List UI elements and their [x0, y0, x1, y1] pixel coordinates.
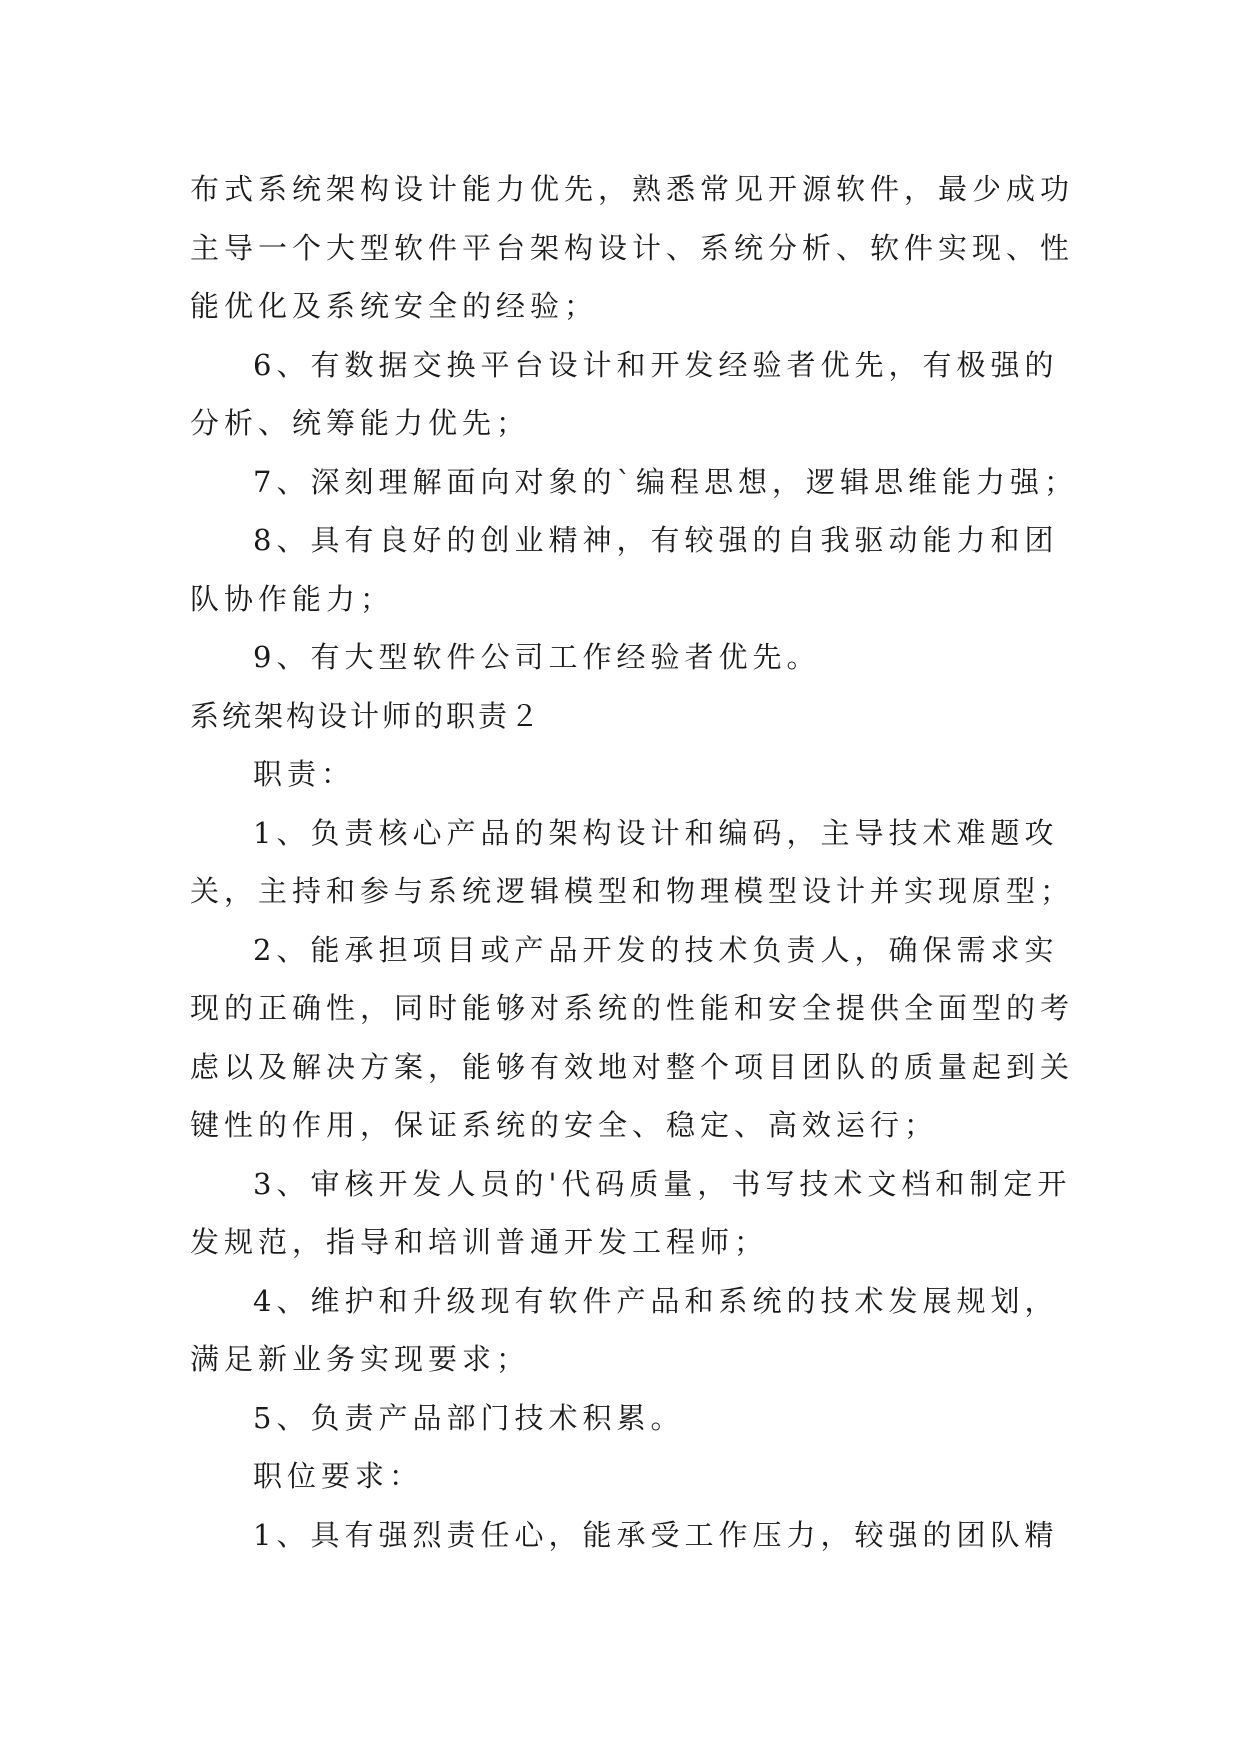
paragraph-line: 键性的作用，保证系统的安全、稳定、高效运行；	[190, 1108, 939, 1142]
list-item-line: 6、有数据交换平台设计和开发经验者优先，有极强的	[253, 347, 1059, 382]
subsection-label: 职责：	[253, 757, 356, 791]
list-item-line: 4、维护和升级现有软件产品和系统的技术发展规划，	[253, 1283, 1059, 1318]
paragraph-line: 虑以及解决方案，能够有效地对整个项目团队的质量起到关	[190, 1049, 1075, 1084]
list-item-line: 2、能承担项目或产品开发的技术负责人，确保需求实	[253, 932, 1059, 967]
paragraph-line: 发规范，指导和培训普通开发工程师；	[190, 1225, 769, 1259]
paragraph-line: 满足新业务实现要求；	[190, 1342, 531, 1376]
paragraph-line: 现的正确性，同时能够对系统的性能和安全提供全面型的考	[190, 991, 1075, 1025]
subsection-label: 职位要求：	[253, 1459, 424, 1493]
document-body	[190, 160, 1078, 1564]
paragraph-line: 分析、统筹能力优先；	[190, 406, 531, 440]
paragraph-line: 关，主持和参与系统逻辑模型和物理模型设计并实现原型；	[190, 874, 1075, 908]
paragraph-line: 队协作能力；	[190, 581, 395, 616]
paragraph-line: 能优化及系统安全的经验；	[190, 289, 599, 323]
list-item-line: 1、负责核心产品的架构设计和编码，主导技术难题攻	[253, 815, 1059, 850]
paragraph-line: 主导一个大型软件平台架构设计、系统分析、软件实现、性	[190, 230, 1075, 265]
list-item-line: 9、有大型软件公司工作经验者优先。	[253, 640, 821, 674]
paragraph-line: 布式系统架构设计能力优先，熟悉常见开源软件，最少成功	[190, 172, 1075, 206]
list-item-line: 1、具有强烈责任心，能承受工作压力，较强的团队精	[253, 1517, 1059, 1552]
section-heading: 系统架构设计师的职责２	[190, 698, 543, 733]
list-item-line: 3、审核开发人员的'代码质量，书写技术文档和制定开	[253, 1166, 1072, 1201]
list-item-line: 5、负责产品部门技术积累。	[253, 1400, 685, 1435]
list-item-line: 7、深刻理解面向对象的`编程思想，逻辑思维能力强；	[253, 464, 1078, 499]
list-item-line: 8、具有良好的创业精神，有较强的自我驱动能力和团	[253, 523, 1059, 557]
